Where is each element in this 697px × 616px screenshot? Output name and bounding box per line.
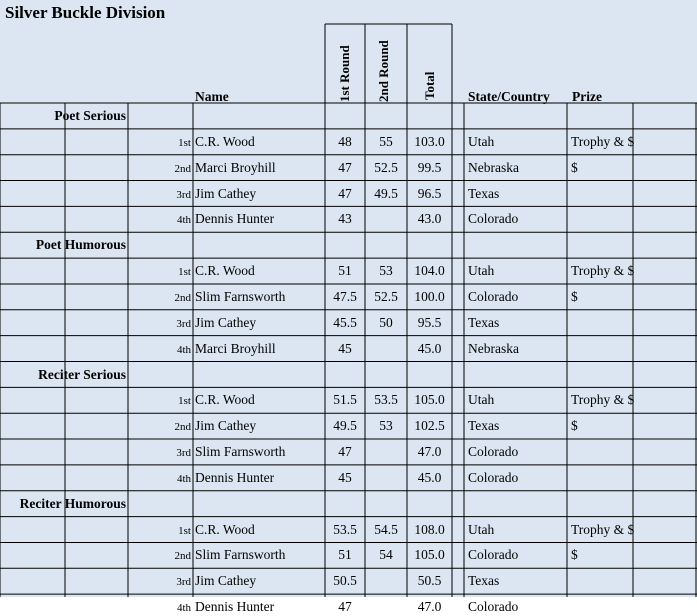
place-label: 4th xyxy=(176,602,191,615)
round1-score: 47 xyxy=(338,185,352,201)
state-country: Texas xyxy=(468,185,500,201)
state-country: Nebraska xyxy=(468,340,519,356)
place-label: 2nd xyxy=(174,550,191,563)
round1-score: 51.5 xyxy=(333,392,357,408)
round2-score: 52.5 xyxy=(374,288,398,304)
total-score: 47.0 xyxy=(417,444,442,460)
round1-score: 47 xyxy=(338,599,352,615)
round1-score: 51 xyxy=(338,547,352,563)
category-label: Poet Serious xyxy=(54,108,126,123)
state-country: Nebraska xyxy=(468,159,519,175)
contestant-name: Marci Broyhill xyxy=(195,340,276,356)
place-label: 1st xyxy=(178,395,191,408)
prize: $ xyxy=(571,159,578,175)
round2-score: 53.5 xyxy=(374,392,398,408)
contestant-name: Jim Cathey xyxy=(195,314,257,330)
header-total: Total xyxy=(422,71,437,100)
place-label: 2nd xyxy=(174,162,191,175)
round1-score: 45 xyxy=(338,469,352,485)
header-round1: 1st Round xyxy=(337,45,352,102)
total-score: 102.5 xyxy=(414,418,445,434)
total-score: 95.5 xyxy=(417,314,442,330)
total-score: 47.0 xyxy=(417,599,442,615)
place-label: 3rd xyxy=(176,188,191,201)
place-label: 3rd xyxy=(176,576,191,589)
prize: Trophy & $ xyxy=(571,521,635,537)
contestant-name: C.R. Wood xyxy=(195,521,255,537)
state-country: Colorado xyxy=(468,547,519,563)
contestant-name: Jim Cathey xyxy=(195,185,257,201)
state-country: Utah xyxy=(468,263,495,279)
place-label: 3rd xyxy=(176,317,191,330)
contestant-name: Dennis Hunter xyxy=(195,211,275,227)
total-score: 105.0 xyxy=(414,392,445,408)
category-label: Poet Humorous xyxy=(35,237,126,253)
division-title: Silver Buckle Division xyxy=(5,3,166,22)
contestant-name: Jim Cathey xyxy=(195,418,257,434)
state-country: Utah xyxy=(468,392,495,408)
round1-score: 45.5 xyxy=(333,314,357,330)
category-label: Reciter Serious xyxy=(38,366,126,382)
header-name: Name xyxy=(195,89,229,104)
place-label: 1st xyxy=(178,266,191,279)
round2-score: 52.5 xyxy=(374,159,398,175)
round2-score: 54 xyxy=(379,547,393,563)
place-label: 4th xyxy=(176,343,191,356)
round2-score: 49.5 xyxy=(374,185,398,201)
contestant-name: Dennis Hunter xyxy=(195,469,275,485)
round1-score: 48 xyxy=(338,133,352,149)
round1-score: 45 xyxy=(338,340,352,356)
total-score: 45.0 xyxy=(417,469,442,485)
prize: $ xyxy=(571,418,578,434)
place-label: 1st xyxy=(178,136,191,149)
prize: Trophy & $ xyxy=(571,392,635,408)
round2-score: 53 xyxy=(379,263,393,279)
contestant-name: Slim Farnsworth xyxy=(195,547,286,563)
place-label: 2nd xyxy=(174,421,191,434)
contestant-name: C.R. Wood xyxy=(195,392,255,408)
header-prize: Prize xyxy=(572,89,602,104)
state-country: Utah xyxy=(468,521,495,537)
contestant-name: Dennis Hunter xyxy=(195,599,275,615)
contestant-name: Marci Broyhill xyxy=(195,159,276,175)
state-country: Colorado xyxy=(468,599,519,615)
total-score: 100.0 xyxy=(414,288,445,304)
total-score: 43.0 xyxy=(417,211,442,227)
header-round2: 2nd Round xyxy=(376,40,391,102)
place-label: 4th xyxy=(176,472,191,485)
state-country: Colorado xyxy=(468,288,519,304)
place-label: 1st xyxy=(178,524,191,537)
total-score: 104.0 xyxy=(414,263,445,279)
contestant-name: Slim Farnsworth xyxy=(195,444,286,460)
place-label: 4th xyxy=(176,214,191,227)
round1-score: 53.5 xyxy=(333,521,357,537)
round2-score: 50 xyxy=(379,314,393,330)
state-country: Colorado xyxy=(468,469,519,485)
total-score: 50.5 xyxy=(417,573,442,589)
total-score: 105.0 xyxy=(414,547,445,563)
total-score: 99.5 xyxy=(417,159,442,175)
place-label: 2nd xyxy=(174,291,191,304)
state-country: Texas xyxy=(468,314,500,330)
contestant-name: C.R. Wood xyxy=(195,263,255,279)
round1-score: 43 xyxy=(338,211,352,227)
prize: $ xyxy=(571,288,578,304)
round2-score: 53 xyxy=(379,418,393,434)
state-country: Texas xyxy=(468,573,500,589)
round1-score: 47.5 xyxy=(333,288,357,304)
prize: Trophy & $ xyxy=(571,263,635,279)
round1-score: 50.5 xyxy=(333,573,357,589)
prize: $ xyxy=(571,547,578,563)
total-score: 108.0 xyxy=(414,521,445,537)
round2-score: 55 xyxy=(379,133,393,149)
contestant-name: C.R. Wood xyxy=(195,133,255,149)
prize: Trophy & $ xyxy=(571,133,635,149)
total-score: 45.0 xyxy=(417,340,442,356)
state-country: Texas xyxy=(468,418,500,434)
contestant-name: Slim Farnsworth xyxy=(195,288,286,304)
round1-score: 47 xyxy=(338,444,352,460)
category-label: Reciter Humorous xyxy=(19,495,126,511)
round2-score: 54.5 xyxy=(374,521,398,537)
round1-score: 47 xyxy=(338,159,352,175)
round1-score: 49.5 xyxy=(333,418,357,434)
state-country: Colorado xyxy=(468,444,519,460)
state-country: Colorado xyxy=(468,211,519,227)
total-score: 96.5 xyxy=(417,185,442,201)
contestant-name: Jim Cathey xyxy=(195,573,257,589)
state-country: Utah xyxy=(468,133,495,149)
total-score: 103.0 xyxy=(414,133,445,149)
round1-score: 51 xyxy=(338,263,352,279)
place-label: 3rd xyxy=(176,447,191,460)
header-state: State/Country xyxy=(468,89,550,104)
